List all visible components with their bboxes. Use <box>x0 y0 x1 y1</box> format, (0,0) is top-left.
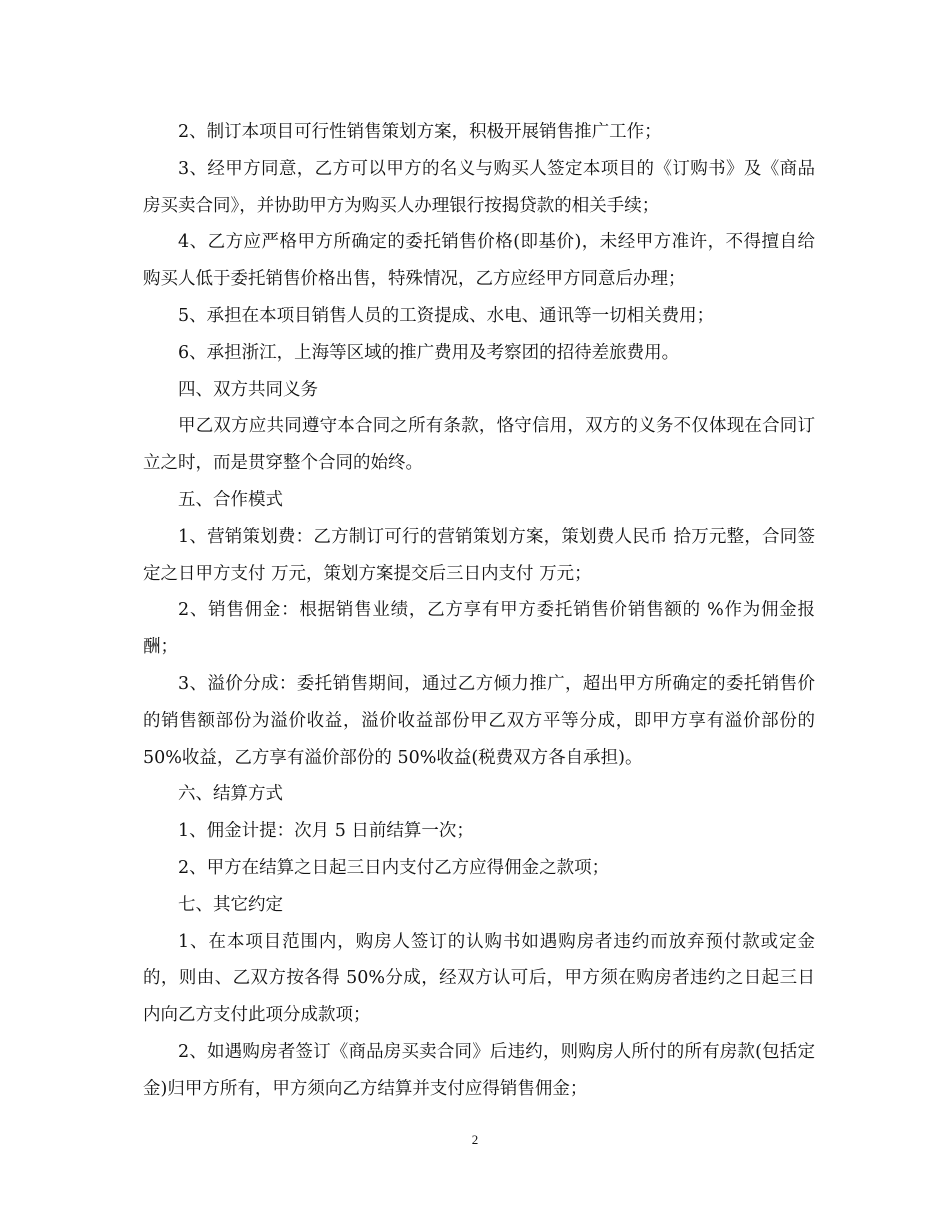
paragraph-payment-term: 2、甲方在结算之日起三日内支付乙方应得佣金之款项； <box>178 857 610 878</box>
paragraph-item-5: 5、承担在本项目销售人员的工资提成、水电、通讯等一切相关费用； <box>178 305 715 326</box>
paragraph-planning-fee: 1、营销策划费：乙方制订可行的营销策划方案，策划费人民币 拾万元整，合同签定之日甲方支付 万元，策划方案提交后三日内支付 万元； <box>143 526 815 584</box>
paragraph-item-2: 2、制订本项目可行性销售策划方案，积极开展销售推广工作； <box>178 122 662 142</box>
paragraph-contract-breach: 2、如遇购房者签订《商品房买卖合同》后违约，则购房人所付的所有房款(包括定金)归甲方所有，甲方须向乙方结算并支付应得销售佣金； <box>143 1041 815 1099</box>
paragraph-deposit-forfeit: 1、在本项目范围内，购房人签订的认购书如遇购房者违约而放弃预付款或定金的，则由、乙双方按各得 50%分成，经双方认可后，甲方须在购房者违约之日起三日内向乙方支付此项分成款项； <box>143 931 815 1026</box>
section-heading-cooperation-mode: 五、合作模式 <box>178 489 283 510</box>
section-heading-settlement: 六、结算方式 <box>178 784 283 805</box>
paragraph-item-6: 6、承担浙江，上海等区域的推广费用及考察团的招待差旅费用。 <box>178 342 680 363</box>
section-heading-mutual-obligations: 四、双方共同义务 <box>178 379 318 400</box>
paragraph-mutual-obligations: 甲乙双方应共同遵守本合同之所有条款，恪守信用，双方的义务不仅体现在合同订立之时，而是贯穿整个合同的始终。 <box>143 416 815 474</box>
paragraph-item-3: 3、经甲方同意，乙方可以甲方的名义与购买人签定本项目的《订购书》及《商品房买卖合同》，并协助甲方为购买人办理银行按揭贷款的相关手续； <box>143 158 815 216</box>
paragraph-premium-sharing: 3、溢价分成：委托销售期间，通过乙方倾力推广，超出甲方所确定的委托销售价的销售额部份为溢价收益，溢价收益部份甲乙双方平等分成，即甲方享有溢价部份的 50%收益，乙方享有溢价部份的 50%收益(税费双方各自承担)。 <box>143 673 815 768</box>
page-number: 2 <box>471 1132 479 1147</box>
paragraph-sales-commission: 2、销售佣金：根据销售业绩，乙方享有甲方委托销售价销售额的 %作为佣金报酬； <box>143 600 815 658</box>
paragraph-item-4: 4、乙方应严格甲方所确定的委托销售价格(即基价)，未经甲方准许，不得擅自给购买人低于委托销售价格出售，特殊情况，乙方应经甲方同意后办理； <box>143 232 815 290</box>
paragraph-commission-accrual: 1、佣金计提：次月 5 日前结算一次； <box>178 821 474 842</box>
document-body <box>143 114 815 1108</box>
section-heading-other-terms: 七、其它约定 <box>178 894 283 915</box>
